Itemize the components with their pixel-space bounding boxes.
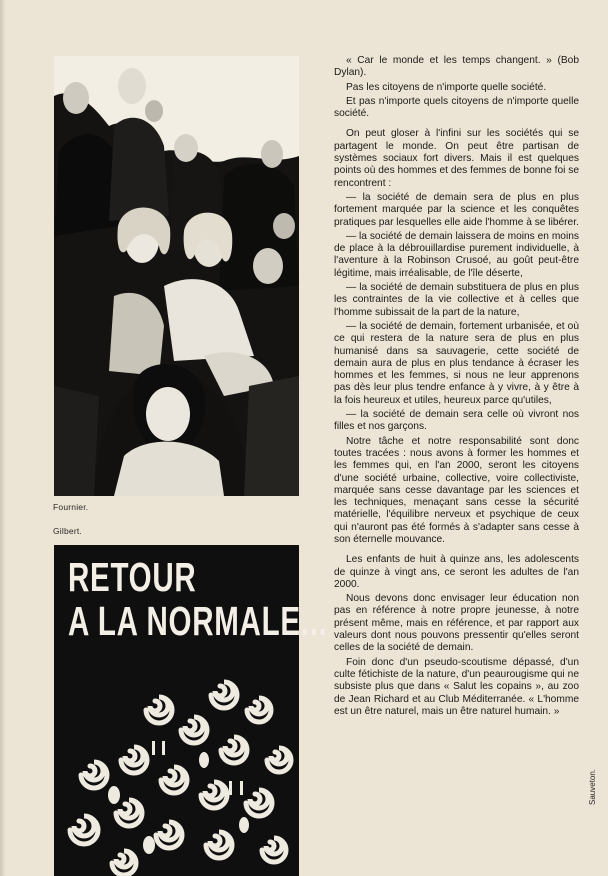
article-paragraph: Et pas n'importe quels citoyens de n'importe quelle société. — [334, 95, 579, 120]
poster-headline-line-1: RETOUR — [68, 554, 197, 600]
article-paragraph: Pas les citoyens de n'importe quelle société. — [346, 81, 547, 93]
article-paragraph: — la société de demain substituera de plus en plus les contraintes de la vie collective et à celles que l'homme subissait de la part de la nature, — [334, 282, 579, 318]
poster-credit: Gilbert. — [53, 526, 82, 536]
article-paragraph: Foin donc d'un pseudo-scoutisme dépassé, d'un culte fétichiste de la nature, d'un peaurougisme qui ne subsiste plus que dans « Salut les copains », au zoo de Jean Richard et au Club Méditerranée. « L'homme est un être naturel, mais un être naturel humain. » — [334, 656, 579, 717]
page-binding-edge — [0, 0, 6, 876]
article-paragraph: On peut gloser à l'infini sur les sociétés qui se partagent le monde. On peut être partisan de systèmes sociaux fort divers. Mais il est quelques points où des hommes et des femmes de bonne foi se rencontrent : — [334, 128, 579, 189]
wool-curl — [211, 682, 237, 708]
retour-poster — [54, 545, 328, 876]
article-paragraph: — la société de demain, fortement urbanisée, et où ce qui restera de la nature sera de plus en plus humanisé dans sa sauvagerie, cette société de demain aura de plus en plus tendance à écraser les hommes et les femmes, si nous ne leur apprenons pas dès leur plus tendre enfance à y vivre, à y être à la fois heureux et utiles, heureux parce qu'utiles, — [334, 320, 579, 406]
article-paragraph: — la société de demain sera celle où vivront nos filles et nos garçons. — [334, 409, 579, 433]
poster-headline — [68, 554, 328, 644]
side-photo-credit: Sauveton. — [588, 768, 597, 805]
article-paragraph: Nous devons donc envisager leur éducation non pas en référence à notre propre jeunesse, à notre présent même, mais en référence, et par rapport aux valeurs dont nous pouvons pressentir qu'elles seront celles de la société de demain. — [334, 593, 579, 654]
youth-group-photo — [54, 56, 299, 496]
article-text-column — [334, 55, 579, 720]
photo-illustration — [54, 56, 299, 496]
article-paragraph: Notre tâche et notre responsabilité sont donc toutes tracées : nous avons à former les hommes et les femmes qui, en l'an 2000, seront les citoyens d'une société urbaine, collective, voire collectiviste, marquée sans cesse davantage par les sciences et les techniques, menaçant sans cesse la sécurité matérielle, l'équilibre nerveux et psychique de ceux qui n'auront pas été formés à s'adapter sans cesse à son éternelle mouvance. — [334, 435, 579, 545]
article-paragraph: « Car le monde et les temps changent. » (Bob Dylan). — [334, 55, 579, 79]
article-paragraph: Les enfants de huit à quinze ans, les adolescents de quinze à vingt ans, ce seront les adultes de l'an 2000. — [334, 554, 579, 590]
photo-credit: Fournier. — [53, 502, 89, 512]
article-paragraph: — la société de demain sera de plus en plus fortement marquée par la science et les conquêtes pratiques par lesquelles elle aide l'homme à se libérer. — [334, 191, 579, 228]
article-paragraph: — la société de demain laissera de moins en moins de place à la débrouillardise purement individuelle, à l'aventure à la Robinson Crusoé, au goût peut-être légitime, mais irréalisable, de l'île déserte, — [334, 230, 579, 279]
poster-headline-line-2: A LA NORMALE... — [68, 598, 328, 644]
